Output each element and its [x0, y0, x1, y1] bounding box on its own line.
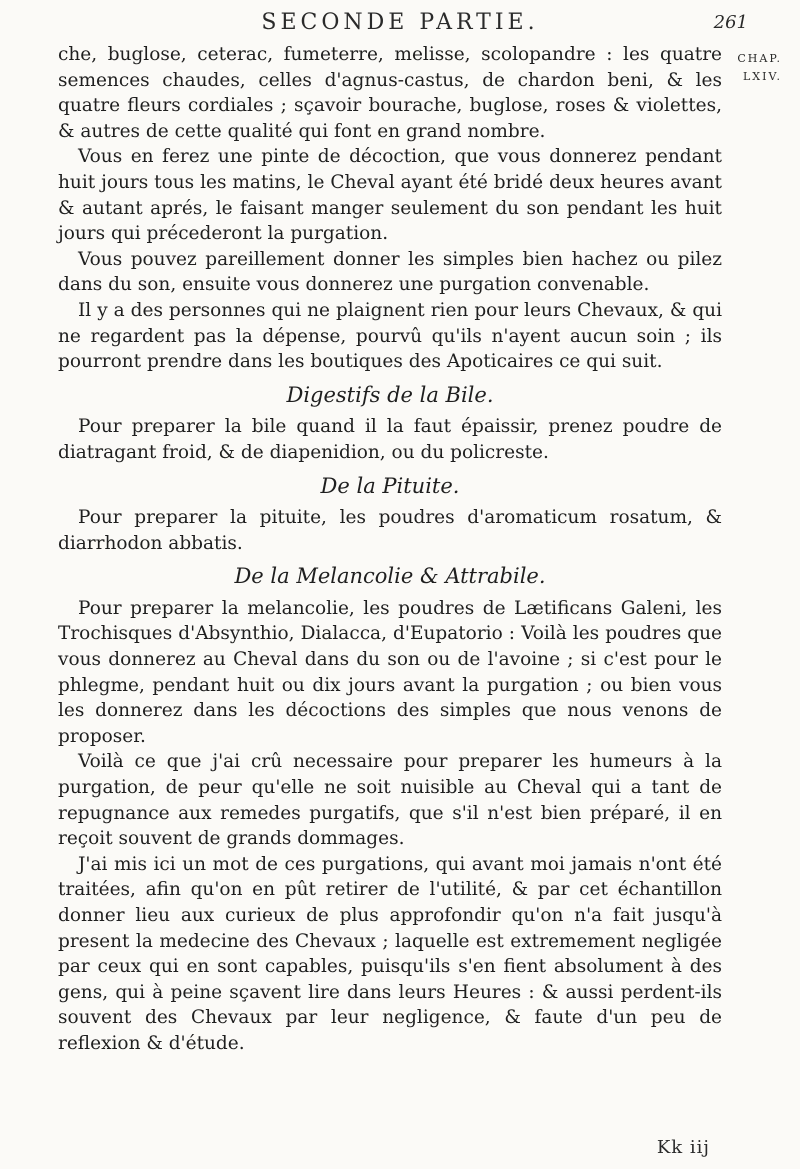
paragraph: Voilà ce que j'ai crû necessaire pour preparer les humeurs à la purgation, de peur qu'elle ne soit nuisible au Cheval qui a tant de repugnance aux remedes purgatifs, que s'il n'est bien préparé, il en reçoit souvent de grands dommages.: [58, 751, 722, 850]
chapter-margin-note: [722, 50, 782, 86]
paragraph: Il y a des personnes qui ne plaignent rien pour leurs Chevaux, & qui ne regardent pas la dépense, pourvû qu'ils n'ayent aucun soin ; ils pourront prendre dans les boutiques des Apoticaires ce qui suit.: [58, 299, 722, 373]
section-heading-pituite: De la Pituite.: [320, 473, 460, 498]
section-text-bile: Pour preparer la bile quand il la faut épaissir, prenez poudre de diatragant froid, & de diapenidion, ou du policreste.: [58, 416, 722, 463]
section-heading-melancolie: De la Melancolie & Attrabile.: [234, 564, 546, 589]
margin-note-line-1: CHAP.: [737, 52, 782, 65]
margin-note-line-2: LXIV.: [743, 70, 782, 83]
page-body: [58, 42, 722, 1057]
paragraph: Vous pouvez pareillement donner les simples bien hachez ou pilez dans du son, ensuite vous donnerez une purgation convenable.: [58, 248, 722, 296]
paragraph: che, buglose, ceterac, fumeterre, melisse, scolopandre : les quatre semences chaudes, celles d'agnus-castus, de chardon beni, & les quatre fleurs cordiales ; sçavoir bourache, buglose, roses & violettes, & autres de cette qualité qui font en grand nombre.: [58, 44, 722, 142]
paragraph: Vous en ferez une pinte de décoction, que vous donnerez pendant huit jours tous les matins, le Cheval ayant été bridé deux heures avant & autant aprés, le faisant manger seulement du son pendant les huit jours qui précederont la purgation.: [58, 146, 722, 245]
section-text-melancolie: Pour preparer la melancolie, les poudres de Lætificans Galeni, les Trochisques d'Absynthio, Dialacca, d'Eupatorio : Voilà les poudres que vous donnerez au Cheval dans du son ou de l'avoine ; si c'est pour le phlegme, pendant huit ou dix jours avant la purgation ; ou bien vous les donnerez dans les décoctions des simples que nous venons de proposer.: [58, 597, 722, 747]
signature-mark: Kk iij: [656, 1137, 710, 1158]
paragraph: J'ai mis ici un mot de ces purgations, qui avant moi jamais n'ont été traitées, afin qu'on en pût retirer de l'utilité, & par cet échantillon donner lieu aux curieux de plus approfondir qu'on n'a fait jusqu'à present la medecine des Chevaux ; laquelle est extremement negligée par ceux qui en sont capables, puisqu'ils s'en fient absolument à des gens, qui à peine sçavent lire dans leurs Heures : & aussi perdent-ils souvent des Chevaux par leur negligence, & faute d'un peu de reflexion & d'étude.: [58, 853, 722, 1054]
section-heading-bile: Digestifs de la Bile.: [286, 382, 494, 407]
running-title: SECONDE PARTIE.: [261, 10, 539, 35]
section-text-pituite: Pour preparer la pituite, les poudres d'aromaticum rosatum, & diarrhodon abbatis.: [58, 507, 722, 554]
page-number: 261: [713, 12, 748, 33]
